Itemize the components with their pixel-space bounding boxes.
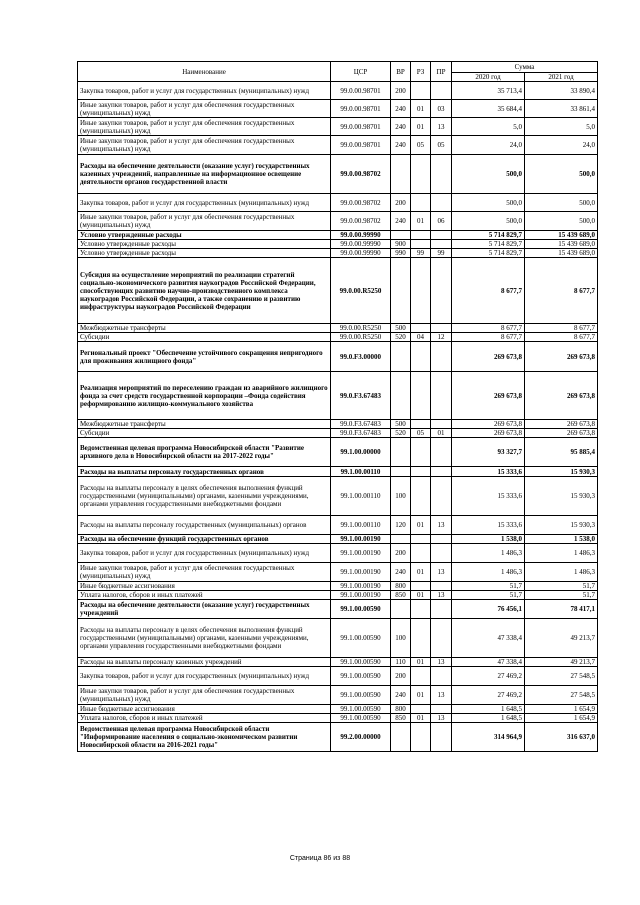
row-pr bbox=[431, 240, 452, 249]
row-csr: 99.0.00.98701 bbox=[331, 136, 391, 155]
row-name: Межбюджетные трансферты bbox=[78, 324, 331, 333]
row-name: Иные закупки товаров, работ и услуг для обеспечения государственных (муниципальных) нужд bbox=[78, 212, 331, 231]
row-rz bbox=[411, 619, 431, 658]
row-name: Закупка товаров, работ и услуг для государственных (муниципальных) нужд bbox=[78, 82, 331, 100]
budget-table bbox=[77, 61, 598, 752]
row-rz: 01 bbox=[411, 686, 431, 705]
row-rz bbox=[411, 372, 431, 420]
row-rz: 01 bbox=[411, 591, 431, 600]
row-vr bbox=[391, 600, 411, 619]
row-rz bbox=[411, 420, 431, 429]
row-name: Условно утвержденные расходы bbox=[78, 231, 331, 240]
row-value-2020: 8 677,7 bbox=[452, 258, 525, 324]
row-pr bbox=[431, 467, 452, 477]
row-value-2021: 8 677,7 bbox=[525, 324, 598, 333]
row-vr: 200 bbox=[391, 667, 411, 686]
table-row bbox=[78, 194, 598, 212]
row-name: Ведомственная целевая программа Новосибирской области "Информирование населения о социально-экономическом развитии Новосибирской области на 2016-2021 годы" bbox=[78, 723, 331, 752]
row-value-2020: 5 714 829,7 bbox=[452, 231, 525, 240]
row-value-2021: 1 486,3 bbox=[525, 544, 598, 563]
row-value-2020: 24,0 bbox=[452, 136, 525, 155]
row-pr bbox=[431, 420, 452, 429]
table-row bbox=[78, 82, 598, 100]
row-vr: 100 bbox=[391, 477, 411, 516]
table-row bbox=[78, 705, 598, 714]
row-value-2021: 27 548,5 bbox=[525, 667, 598, 686]
row-csr: 99.1.00.00590 bbox=[331, 714, 391, 723]
row-csr: 99.1.00.00190 bbox=[331, 591, 391, 600]
row-rz: 01 bbox=[411, 714, 431, 723]
row-csr: 99.0.00.98702 bbox=[331, 155, 391, 194]
row-value-2020: 5 714 829,7 bbox=[452, 249, 525, 258]
row-csr: 99.0.00.98701 bbox=[331, 100, 391, 118]
row-name: Расходы на выплаты персоналу в целях обеспечения выполнения функций государственными (муниципальными) органами, казенными учреждениями, органами управления государственными внебюджетными фондами bbox=[78, 619, 331, 658]
row-value-2021: 269 673,8 bbox=[525, 429, 598, 438]
row-rz: 01 bbox=[411, 100, 431, 118]
row-value-2020: 1 648,5 bbox=[452, 705, 525, 714]
row-vr bbox=[391, 723, 411, 752]
row-value-2020: 15 333,6 bbox=[452, 516, 525, 535]
table-row bbox=[78, 600, 598, 619]
row-rz bbox=[411, 231, 431, 240]
row-vr bbox=[391, 342, 411, 372]
row-rz: 01 bbox=[411, 516, 431, 535]
row-value-2021: 316 637,0 bbox=[525, 723, 598, 752]
row-value-2020: 27 469,2 bbox=[452, 686, 525, 705]
table-row bbox=[78, 544, 598, 563]
table-row bbox=[78, 231, 598, 240]
table-row bbox=[78, 100, 598, 118]
row-csr: 99.1.00.00590 bbox=[331, 600, 391, 619]
header-year-2021: 2021 год bbox=[525, 73, 598, 82]
row-pr: 12 bbox=[431, 333, 452, 342]
row-pr: 99 bbox=[431, 249, 452, 258]
row-rz bbox=[411, 258, 431, 324]
row-value-2020: 1 486,3 bbox=[452, 563, 525, 582]
row-rz bbox=[411, 705, 431, 714]
row-csr: 99.0.00.99990 bbox=[331, 231, 391, 240]
table-row bbox=[78, 686, 598, 705]
row-rz bbox=[411, 82, 431, 100]
row-pr bbox=[431, 342, 452, 372]
row-pr: 13 bbox=[431, 563, 452, 582]
row-vr: 800 bbox=[391, 705, 411, 714]
row-name: Субсидии bbox=[78, 429, 331, 438]
table-row bbox=[78, 723, 598, 752]
row-csr: 99.1.00.00110 bbox=[331, 516, 391, 535]
row-pr bbox=[431, 535, 452, 544]
row-vr: 200 bbox=[391, 544, 411, 563]
row-rz bbox=[411, 477, 431, 516]
row-csr: 99.1.00.00590 bbox=[331, 667, 391, 686]
header-pr: ПР bbox=[431, 62, 452, 82]
row-value-2020: 1 486,3 bbox=[452, 544, 525, 563]
row-csr: 99.2.00.00000 bbox=[331, 723, 391, 752]
row-vr: 110 bbox=[391, 658, 411, 667]
table-row bbox=[78, 438, 598, 467]
table-row bbox=[78, 535, 598, 544]
row-value-2020: 35 684,4 bbox=[452, 100, 525, 118]
table-row bbox=[78, 420, 598, 429]
row-pr: 06 bbox=[431, 212, 452, 231]
row-name: Иные закупки товаров, работ и услуг для обеспечения государственных (муниципальных) нужд bbox=[78, 118, 331, 136]
row-value-2021: 24,0 bbox=[525, 136, 598, 155]
row-name: Условно утвержденные расходы bbox=[78, 240, 331, 249]
row-value-2020: 269 673,8 bbox=[452, 372, 525, 420]
row-rz: 01 bbox=[411, 212, 431, 231]
row-value-2020: 51,7 bbox=[452, 591, 525, 600]
row-rz bbox=[411, 438, 431, 467]
header-year-2020: 2020 год bbox=[452, 73, 525, 82]
row-rz bbox=[411, 467, 431, 477]
row-csr: 99.1.00.00590 bbox=[331, 705, 391, 714]
row-value-2020: 76 456,1 bbox=[452, 600, 525, 619]
row-pr bbox=[431, 723, 452, 752]
row-csr: 99.0.00.R5250 bbox=[331, 333, 391, 342]
row-vr: 240 bbox=[391, 212, 411, 231]
row-csr: 99.0.F3.00000 bbox=[331, 342, 391, 372]
row-pr: 13 bbox=[431, 516, 452, 535]
row-csr: 99.0.F3.67483 bbox=[331, 420, 391, 429]
row-name: Иные закупки товаров, работ и услуг для обеспечения государственных (муниципальных) нужд bbox=[78, 136, 331, 155]
row-name: Региональный проект "Обеспечение устойчивого сокращения непригодного для проживания жилищного фонда" bbox=[78, 342, 331, 372]
row-rz: 05 bbox=[411, 429, 431, 438]
row-name: Расходы на обеспечение деятельности (оказание услуг) государственных казенных учреждений, направленные на информационное освещение деятельности органов государственной власти bbox=[78, 155, 331, 194]
row-value-2020: 1 648,5 bbox=[452, 714, 525, 723]
row-value-2021: 78 417,1 bbox=[525, 600, 598, 619]
table-row bbox=[78, 667, 598, 686]
table-row bbox=[78, 333, 598, 342]
row-rz bbox=[411, 544, 431, 563]
row-value-2020: 93 327,7 bbox=[452, 438, 525, 467]
budget-table-page bbox=[77, 61, 597, 752]
row-rz: 05 bbox=[411, 136, 431, 155]
row-vr: 850 bbox=[391, 591, 411, 600]
row-rz bbox=[411, 535, 431, 544]
row-value-2021: 27 548,5 bbox=[525, 686, 598, 705]
row-vr: 520 bbox=[391, 429, 411, 438]
row-value-2021: 15 930,3 bbox=[525, 477, 598, 516]
row-csr: 99.1.00.00190 bbox=[331, 544, 391, 563]
row-vr: 120 bbox=[391, 516, 411, 535]
row-pr bbox=[431, 82, 452, 100]
row-value-2021: 15 930,3 bbox=[525, 516, 598, 535]
row-value-2021: 15 439 689,0 bbox=[525, 249, 598, 258]
row-name: Иные бюджетные ассигнования bbox=[78, 705, 331, 714]
row-pr: 13 bbox=[431, 591, 452, 600]
row-csr: 99.1.00.00000 bbox=[331, 438, 391, 467]
row-value-2020: 269 673,8 bbox=[452, 429, 525, 438]
row-pr bbox=[431, 194, 452, 212]
row-value-2020: 47 338,4 bbox=[452, 658, 525, 667]
row-value-2021: 49 213,7 bbox=[525, 658, 598, 667]
table-row bbox=[78, 342, 598, 372]
row-name: Расходы на обеспечение деятельности (оказание услуг) государственных учреждений bbox=[78, 600, 331, 619]
table-row bbox=[78, 516, 598, 535]
header-vr: ВР bbox=[391, 62, 411, 82]
row-csr: 99.0.00.99990 bbox=[331, 240, 391, 249]
row-csr: 99.0.00.99990 bbox=[331, 249, 391, 258]
row-value-2021: 95 885,4 bbox=[525, 438, 598, 467]
row-value-2021: 5,0 bbox=[525, 118, 598, 136]
row-rz bbox=[411, 600, 431, 619]
table-header bbox=[78, 62, 598, 82]
row-rz bbox=[411, 155, 431, 194]
row-vr bbox=[391, 535, 411, 544]
table-row bbox=[78, 658, 598, 667]
row-value-2020: 500,0 bbox=[452, 212, 525, 231]
row-value-2021: 51,7 bbox=[525, 591, 598, 600]
row-value-2021: 33 890,4 bbox=[525, 82, 598, 100]
row-value-2021: 269 673,8 bbox=[525, 372, 598, 420]
table-row bbox=[78, 258, 598, 324]
row-pr: 13 bbox=[431, 686, 452, 705]
row-value-2020: 47 338,4 bbox=[452, 619, 525, 658]
row-pr bbox=[431, 582, 452, 591]
row-name: Расходы на выплаты персоналу в целях обеспечения выполнения функций государственными (муниципальными) органами, казенными учреждениями, органами управления государственными внебюджетными фондами bbox=[78, 477, 331, 516]
table-row bbox=[78, 619, 598, 658]
row-pr bbox=[431, 324, 452, 333]
row-value-2021: 1 654,9 bbox=[525, 705, 598, 714]
table-row bbox=[78, 118, 598, 136]
header-rz: РЗ bbox=[411, 62, 431, 82]
row-csr: 99.0.F3.67483 bbox=[331, 429, 391, 438]
row-name: Иные закупки товаров, работ и услуг для обеспечения государственных (муниципальных) нужд bbox=[78, 563, 331, 582]
row-pr: 13 bbox=[431, 658, 452, 667]
row-csr: 99.1.00.00590 bbox=[331, 658, 391, 667]
row-vr bbox=[391, 438, 411, 467]
header-sum: Сумма bbox=[452, 62, 598, 73]
row-value-2020: 314 964,9 bbox=[452, 723, 525, 752]
row-csr: 99.1.00.00110 bbox=[331, 477, 391, 516]
row-vr: 240 bbox=[391, 100, 411, 118]
row-name: Условно утвержденные расходы bbox=[78, 249, 331, 258]
row-pr bbox=[431, 667, 452, 686]
header-csr: ЦСР bbox=[331, 62, 391, 82]
row-pr bbox=[431, 372, 452, 420]
table-body bbox=[78, 82, 598, 752]
row-value-2020: 8 677,7 bbox=[452, 324, 525, 333]
row-rz bbox=[411, 194, 431, 212]
row-pr bbox=[431, 705, 452, 714]
row-name: Закупка товаров, работ и услуг для государственных (муниципальных) нужд bbox=[78, 544, 331, 563]
table-row bbox=[78, 324, 598, 333]
row-rz bbox=[411, 324, 431, 333]
row-vr: 200 bbox=[391, 82, 411, 100]
table-row bbox=[78, 467, 598, 477]
row-value-2021: 51,7 bbox=[525, 582, 598, 591]
row-vr: 520 bbox=[391, 333, 411, 342]
row-vr: 240 bbox=[391, 686, 411, 705]
row-value-2020: 8 677,7 bbox=[452, 333, 525, 342]
row-vr: 850 bbox=[391, 714, 411, 723]
row-csr: 99.1.00.00110 bbox=[331, 467, 391, 477]
row-name: Закупка товаров, работ и услуг для государственных (муниципальных) нужд bbox=[78, 194, 331, 212]
row-vr bbox=[391, 372, 411, 420]
row-value-2021: 1 538,0 bbox=[525, 535, 598, 544]
row-pr bbox=[431, 258, 452, 324]
row-vr bbox=[391, 231, 411, 240]
row-vr bbox=[391, 467, 411, 477]
row-value-2021: 269 673,8 bbox=[525, 342, 598, 372]
row-value-2020: 15 333,6 bbox=[452, 477, 525, 516]
row-vr: 800 bbox=[391, 582, 411, 591]
table-row bbox=[78, 477, 598, 516]
row-vr: 900 bbox=[391, 240, 411, 249]
row-value-2020: 5 714 829,7 bbox=[452, 240, 525, 249]
row-name: Реализация мероприятий по переселению граждан из аварийного жилищного фонда за счет средств государственной корпорации –Фонда содействия реформированию жилищно-коммунального хозяйства bbox=[78, 372, 331, 420]
table-row bbox=[78, 136, 598, 155]
row-vr bbox=[391, 258, 411, 324]
table-row bbox=[78, 212, 598, 231]
row-value-2020: 1 538,0 bbox=[452, 535, 525, 544]
row-name: Субсидии bbox=[78, 333, 331, 342]
row-value-2021: 500,0 bbox=[525, 212, 598, 231]
row-name: Ведомственная целевая программа Новосибирской области "Развитие архивного дела в Новосибирской области на 2017-2022 годы" bbox=[78, 438, 331, 467]
row-vr: 500 bbox=[391, 324, 411, 333]
row-value-2021: 1 486,3 bbox=[525, 563, 598, 582]
row-rz: 01 bbox=[411, 563, 431, 582]
row-vr: 990 bbox=[391, 249, 411, 258]
row-value-2020: 500,0 bbox=[452, 155, 525, 194]
table-row bbox=[78, 563, 598, 582]
row-value-2021: 500,0 bbox=[525, 194, 598, 212]
row-rz bbox=[411, 582, 431, 591]
row-name: Субсидия на осуществление мероприятий по реализации стратегий социально-экономического развития наукоградов Российской Федерации, способствующих развитию научно-производственного комплекса наукоградов Российской Федерации, а также сохранению и развитию инфраструктуры наукоградов Российской Федерации bbox=[78, 258, 331, 324]
row-csr: 99.0.F3.67483 bbox=[331, 372, 391, 420]
row-value-2020: 5,0 bbox=[452, 118, 525, 136]
row-value-2021: 15 439 689,0 bbox=[525, 240, 598, 249]
table-row bbox=[78, 155, 598, 194]
row-vr: 240 bbox=[391, 563, 411, 582]
row-csr: 99.0.00.98702 bbox=[331, 194, 391, 212]
row-rz: 99 bbox=[411, 249, 431, 258]
row-csr: 99.1.00.00190 bbox=[331, 535, 391, 544]
row-vr: 200 bbox=[391, 194, 411, 212]
table-row bbox=[78, 249, 598, 258]
row-value-2021: 269 673,8 bbox=[525, 420, 598, 429]
row-csr: 99.0.00.98702 bbox=[331, 212, 391, 231]
table-row bbox=[78, 714, 598, 723]
row-vr: 100 bbox=[391, 619, 411, 658]
row-csr: 99.0.00.R5250 bbox=[331, 324, 391, 333]
row-value-2020: 51,7 bbox=[452, 582, 525, 591]
row-vr: 240 bbox=[391, 136, 411, 155]
row-name: Расходы на обеспечение функций государственных органов bbox=[78, 535, 331, 544]
page-number: Страница 86 из 88 bbox=[289, 855, 351, 862]
row-name: Расходы на выплаты персоналу государственных (муниципальных) органов bbox=[78, 516, 331, 535]
header-name: Наименование bbox=[78, 62, 331, 82]
row-pr bbox=[431, 438, 452, 467]
row-value-2021: 1 654,9 bbox=[525, 714, 598, 723]
row-rz: 01 bbox=[411, 118, 431, 136]
row-rz: 04 bbox=[411, 333, 431, 342]
row-pr bbox=[431, 231, 452, 240]
row-value-2020: 35 713,4 bbox=[452, 82, 525, 100]
row-vr bbox=[391, 155, 411, 194]
row-rz bbox=[411, 723, 431, 752]
row-value-2020: 500,0 bbox=[452, 194, 525, 212]
row-value-2021: 15 439 689,0 bbox=[525, 231, 598, 240]
row-pr bbox=[431, 544, 452, 563]
row-csr: 99.1.00.00590 bbox=[331, 686, 391, 705]
row-csr: 99.1.00.00190 bbox=[331, 563, 391, 582]
row-rz bbox=[411, 667, 431, 686]
row-pr: 03 bbox=[431, 100, 452, 118]
row-value-2021: 500,0 bbox=[525, 155, 598, 194]
row-vr: 500 bbox=[391, 420, 411, 429]
row-csr: 99.1.00.00590 bbox=[331, 619, 391, 658]
row-csr: 99.0.00.98701 bbox=[331, 82, 391, 100]
row-pr: 05 bbox=[431, 136, 452, 155]
row-value-2020: 269 673,8 bbox=[452, 342, 525, 372]
row-rz: 01 bbox=[411, 658, 431, 667]
table-row bbox=[78, 591, 598, 600]
table-row bbox=[78, 582, 598, 591]
row-csr: 99.0.00.98701 bbox=[331, 118, 391, 136]
table-row bbox=[78, 429, 598, 438]
row-rz bbox=[411, 240, 431, 249]
row-pr: 01 bbox=[431, 429, 452, 438]
row-pr bbox=[431, 619, 452, 658]
row-value-2021: 15 930,3 bbox=[525, 467, 598, 477]
row-value-2020: 27 469,2 bbox=[452, 667, 525, 686]
row-pr bbox=[431, 600, 452, 619]
row-value-2021: 8 677,7 bbox=[525, 258, 598, 324]
row-name: Межбюджетные трансферты bbox=[78, 420, 331, 429]
row-name: Иные закупки товаров, работ и услуг для обеспечения государственных (муниципальных) нужд bbox=[78, 100, 331, 118]
row-name: Расходы на выплаты персоналу казенных учреждений bbox=[78, 658, 331, 667]
row-pr: 13 bbox=[431, 714, 452, 723]
row-rz bbox=[411, 342, 431, 372]
row-name: Расходы на выплаты персоналу государственных органов bbox=[78, 467, 331, 477]
row-value-2021: 33 861,4 bbox=[525, 100, 598, 118]
row-csr: 99.1.00.00190 bbox=[331, 582, 391, 591]
row-pr bbox=[431, 477, 452, 516]
table-row bbox=[78, 240, 598, 249]
row-name: Закупка товаров, работ и услуг для государственных (муниципальных) нужд bbox=[78, 667, 331, 686]
row-name: Уплата налогов, сборов и иных платежей bbox=[78, 714, 331, 723]
row-value-2021: 49 213,7 bbox=[525, 619, 598, 658]
row-vr: 240 bbox=[391, 118, 411, 136]
row-name: Уплата налогов, сборов и иных платежей bbox=[78, 591, 331, 600]
row-value-2020: 269 673,8 bbox=[452, 420, 525, 429]
row-value-2021: 8 677,7 bbox=[525, 333, 598, 342]
row-name: Иные закупки товаров, работ и услуг для обеспечения государственных (муниципальных) нужд bbox=[78, 686, 331, 705]
row-name: Иные бюджетные ассигнования bbox=[78, 582, 331, 591]
row-pr: 13 bbox=[431, 118, 452, 136]
row-value-2020: 15 333,6 bbox=[452, 467, 525, 477]
row-csr: 99.0.00.R5250 bbox=[331, 258, 391, 324]
table-row bbox=[78, 372, 598, 420]
row-pr bbox=[431, 155, 452, 194]
